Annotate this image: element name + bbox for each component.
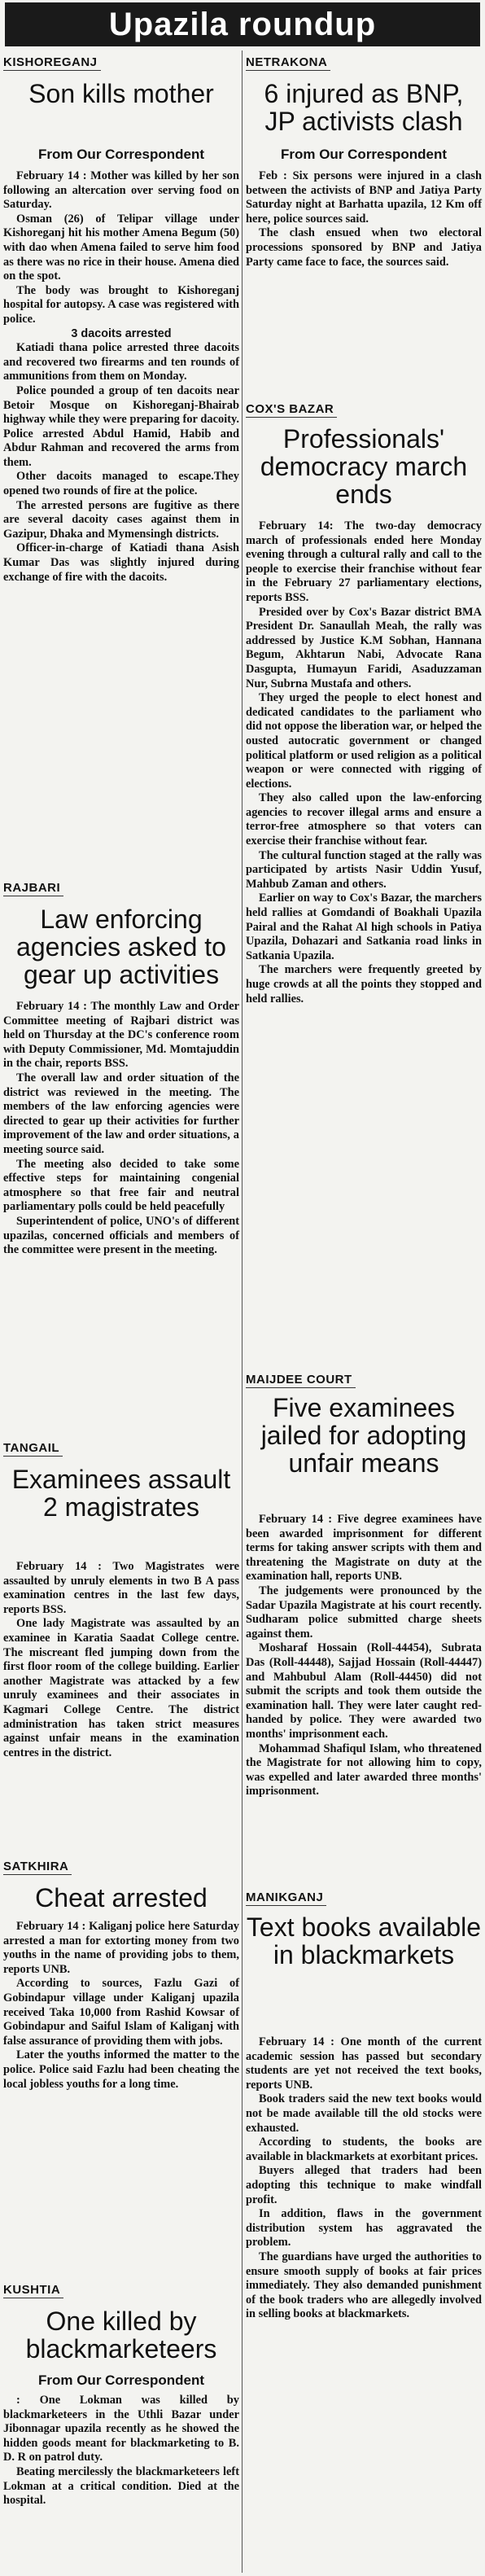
paragraph: Presided over by Cox's Bazar district BMA President Dr. Sanaullah Meah, the rally was addressed by Justice K.M Sobhan, Hannana Begum, Akhtarun Nabi, Advocate Rana Dasgupta, Humayun Faridi, Asaduzzaman Nur, Subrna Mustafa and others. bbox=[246, 605, 482, 690]
dateline: RAJBARI bbox=[3, 881, 63, 896]
paragraph: Buyers alleged that traders had been adopting this technique to make windfall profit. bbox=[246, 2164, 482, 2206]
byline: From Our Correspondent bbox=[37, 2372, 204, 2388]
section-banner: Upazila roundup bbox=[5, 2, 480, 46]
paragraph: : One Lokman was killed by blackmarketeers in the Uthli Bazar under Jibonnagar upazila recently as he showed the hidden goods meant for blackmarketing to B. D. R on patrol duty. bbox=[3, 2394, 239, 2464]
paragraph: One lady Magistrate was assaulted by an examinee in Karatia Saadat College centre. The miscreant fled jumping down from the first floor room of the college building. Earlier another Magistrate was attacked by a few unruly examinees and their associates in Kagmari College Centre. The district administration has taken strict measures against unfair means in the examination centres in the district. bbox=[3, 1617, 239, 1759]
paragraph: Mosharaf Hossain (Roll-44454), Subrata Das (Roll-44448), Sajjad Hossain (Roll-44447) and Mahbubul Alam (Roll-44450) did not submit the scripts and took them outside the examination hall. They were later caught red-handed by police. They were awarded two months' imprisonment each. bbox=[246, 1641, 482, 1741]
paragraph: They also called upon the law-enforcing agencies to recover illegal arms and ensure a terror-free atmosphere so that voters can exercise their franchise without fear. bbox=[246, 791, 482, 848]
paragraph: The arrested persons are fugitive as there are several dacoity cases against them in Gazipur, Dhaka and Mymensingh districts. bbox=[3, 498, 239, 541]
headline: Text books available in blackmarkets bbox=[246, 1912, 482, 1969]
headline: Five examinees jailed for adopting unfair means bbox=[260, 1393, 467, 1478]
paragraph: Superintendent of police, UNO's of different upazilas, concerned officials and members of the committee were present in the meeting. bbox=[3, 1214, 239, 1257]
headline: Law enforcing agencies asked to gear up activities bbox=[16, 905, 226, 989]
paragraph: The marchers were frequently greeted by huge crowds at all the points they stopped and held rallies. bbox=[246, 963, 482, 1005]
article-body bbox=[246, 169, 482, 269]
paragraph: Osman (26) of Telipar village under Kishoreganj hit his mother Amena Begum (50) with dao when Amena failed to serve him food as there was no rice in their house. Amena died on the spot. bbox=[3, 212, 239, 283]
paragraph: According to sources, Fazlu Gazi of Gobindapur village under Kaliganj upazila received Taka 10,000 from Rashid Kowsar of Gobindapur and Saiful Islam of Kaliganj with false assurance of providing them with jobs. bbox=[3, 1977, 239, 2048]
paragraph: Other dacoits managed to escape.They opened two rounds of fire at the police. bbox=[3, 470, 239, 498]
dateline: KISHOREGANJ bbox=[3, 55, 101, 71]
byline: From Our Correspondent bbox=[37, 147, 204, 162]
dateline: COX'S BAZAR bbox=[246, 402, 337, 418]
byline: From Our Correspondent bbox=[280, 147, 447, 162]
article-body bbox=[3, 169, 239, 585]
dateline: MANIKGANJ bbox=[246, 1890, 326, 1906]
paragraph: Book traders said the new text books would not be made available till the old stocks were exhausted. bbox=[246, 2092, 482, 2135]
paragraph: Beating mercilessly the blackmarketeers left Lokman at a critical condition. Died at the hospital. bbox=[3, 2464, 239, 2508]
paragraph: February 14: The two-day democracy march of professionals ended here Monday evening through a cultural rally and call to the people to exercise their franchise without fear in the February 27 parliamentary elections, reports BSS. bbox=[246, 519, 482, 604]
paragraph: Earlier on way to Cox's Bazar, the marchers held rallies at Gomdandi of Boakhali Upazila Pairal and the Rahat Al high schools in Patiya Upazila, Dohazari and Satkania road links in Satkania Upazila. bbox=[246, 892, 482, 962]
dateline: TANGAIL bbox=[3, 1441, 63, 1457]
paragraph: According to students, the books are available in blackmarkets at exorbitant prices. bbox=[246, 2136, 482, 2163]
dateline: MAIJDEE COURT bbox=[246, 1373, 356, 1388]
paragraph: The cultural function staged at the rally was participated by artists Nasir Uddin Yusuf, Mahbub Zaman and others. bbox=[246, 848, 482, 891]
article-body bbox=[3, 1000, 239, 1258]
headline: Examinees assault 2 magistrates bbox=[11, 1465, 231, 1522]
paragraph: February 14 : One month of the current academic session has passed but secondary students are yet not received the text books, reports UNB. bbox=[246, 2035, 482, 2092]
paragraph: February 14 : Two Magistrates were assaulted by unruly elements in two B A pass examination centres in the last few days, reports BSS. bbox=[3, 1560, 239, 1616]
dateline: KUSHTIA bbox=[3, 2283, 63, 2298]
paragraph: Police pounded a group of ten dacoits near Betoir Mosque on Kishoreganj-Bhairab highway while they were preparing for dacoity. Police arrested Abdul Hamid, Habib and Abdur Rahman and recovered the arms from them. bbox=[3, 383, 239, 469]
paragraph: February 14 : Kaliganj police here Saturday arrested a man for extorting money from two youths in the name of providing jobs to them, reports UNB. bbox=[3, 1920, 239, 1976]
headline: One killed by blackmarketeers bbox=[25, 2307, 217, 2364]
paragraph: In addition, flaws in the government distribution system has aggravated the problem. bbox=[246, 2207, 482, 2250]
paragraph: Feb : Six persons were injured in a clash between the activists of BNP and Jatiya Party Saturday night at Barhatta upazila, 12 Km off here, police sources said. bbox=[246, 169, 482, 226]
paragraph: Mohammad Shafiqul Islam, who threatened the Magistrate for not allowing him to copy, was expelled and later awarded three months' imprisonment. bbox=[246, 1741, 482, 1798]
headline: 6 injured as BNP, JP activists clash bbox=[264, 79, 464, 136]
paragraph: The guardians have urged the authorities to ensure smooth supply of books at fair prices immediately. They also demanded punishment of the book traders who are allegedly involved in selling books at blackmarkets. bbox=[246, 2250, 482, 2321]
paragraph: February 14 : Five degree examinees have been awarded imprisonment for different terms for taking answer scripts with them and threatening the Magistrate on duty at the examination hall, reports UNB. bbox=[246, 1513, 482, 1584]
paragraph: The body was brought to Kishoreganj hospital for autopsy. A case was registered with police. bbox=[3, 283, 239, 326]
paragraph: February 14 : The monthly Law and Order Committee meeting of Rajbari district was held on Thursday at the DC's conference room with Deputy Commissioner, Md. Momtajuddin in the chair, reports BSS. bbox=[3, 1000, 239, 1071]
subhead: 3 dacoits arrested bbox=[71, 326, 172, 340]
dateline: SATKHIRA bbox=[3, 1860, 72, 1875]
paragraph: Officer-in-charge of Katiadi thana Asish Kumar Das was slightly injured during exchange of fire with the dacoits. bbox=[3, 541, 239, 584]
paragraph: Later the youths informed the matter to the police. Police said Fazlu had been cheating the local jobless youths for a long time. bbox=[3, 2048, 239, 2091]
paragraph: The clash ensued when two electoral processions sponsored by BNP and Jatiya Party came face to face, the sources said. bbox=[246, 226, 482, 269]
article-body bbox=[246, 2035, 482, 2322]
article-body bbox=[246, 1513, 482, 1799]
article-body bbox=[246, 519, 482, 1006]
story-kishoreganj bbox=[3, 50, 239, 629]
paragraph: They urged the people to elect honest and dedicated candidates to the parliament who did not oppose the liberation war, or helped the ousted autocratic government or changed political platform or used religion as a political weapon or were connected with rigging of elections. bbox=[246, 691, 482, 791]
paragraph: The judgements were pronounced by the Sadar Upazila Magistrate at his court recently. Sudharam police submitted charge sheets against them. bbox=[246, 1584, 482, 1641]
paragraph: The overall law and order situation of the district was reviewed in the meeting. The members of the law enforcing agencies were directed to gear up their activities for further improvement of the law and order situations, a meeting source said. bbox=[3, 1071, 239, 1156]
headline: Son kills mother bbox=[28, 79, 214, 108]
article-body bbox=[3, 1920, 239, 2092]
paragraph: February 14 : Mother was killed by her son following an altercation over serving food on Saturday. bbox=[3, 169, 239, 212]
headline: Cheat arrested bbox=[35, 1883, 208, 1912]
headline: Professionals' democracy march ends bbox=[260, 424, 468, 509]
paragraph: Katiadi thana police arrested three dacoits and recovered two firearms and ten rounds of ammunitions from them on Monday. bbox=[3, 341, 239, 383]
article-body bbox=[3, 1560, 239, 1760]
dateline: NETRAKONA bbox=[246, 55, 330, 71]
article-body bbox=[3, 2394, 239, 2508]
paragraph: The meeting also decided to take some effective steps for maintaining congenial atmosphere so that free fair and neutral parliamentary polls could be held peacefully bbox=[3, 1157, 239, 1214]
